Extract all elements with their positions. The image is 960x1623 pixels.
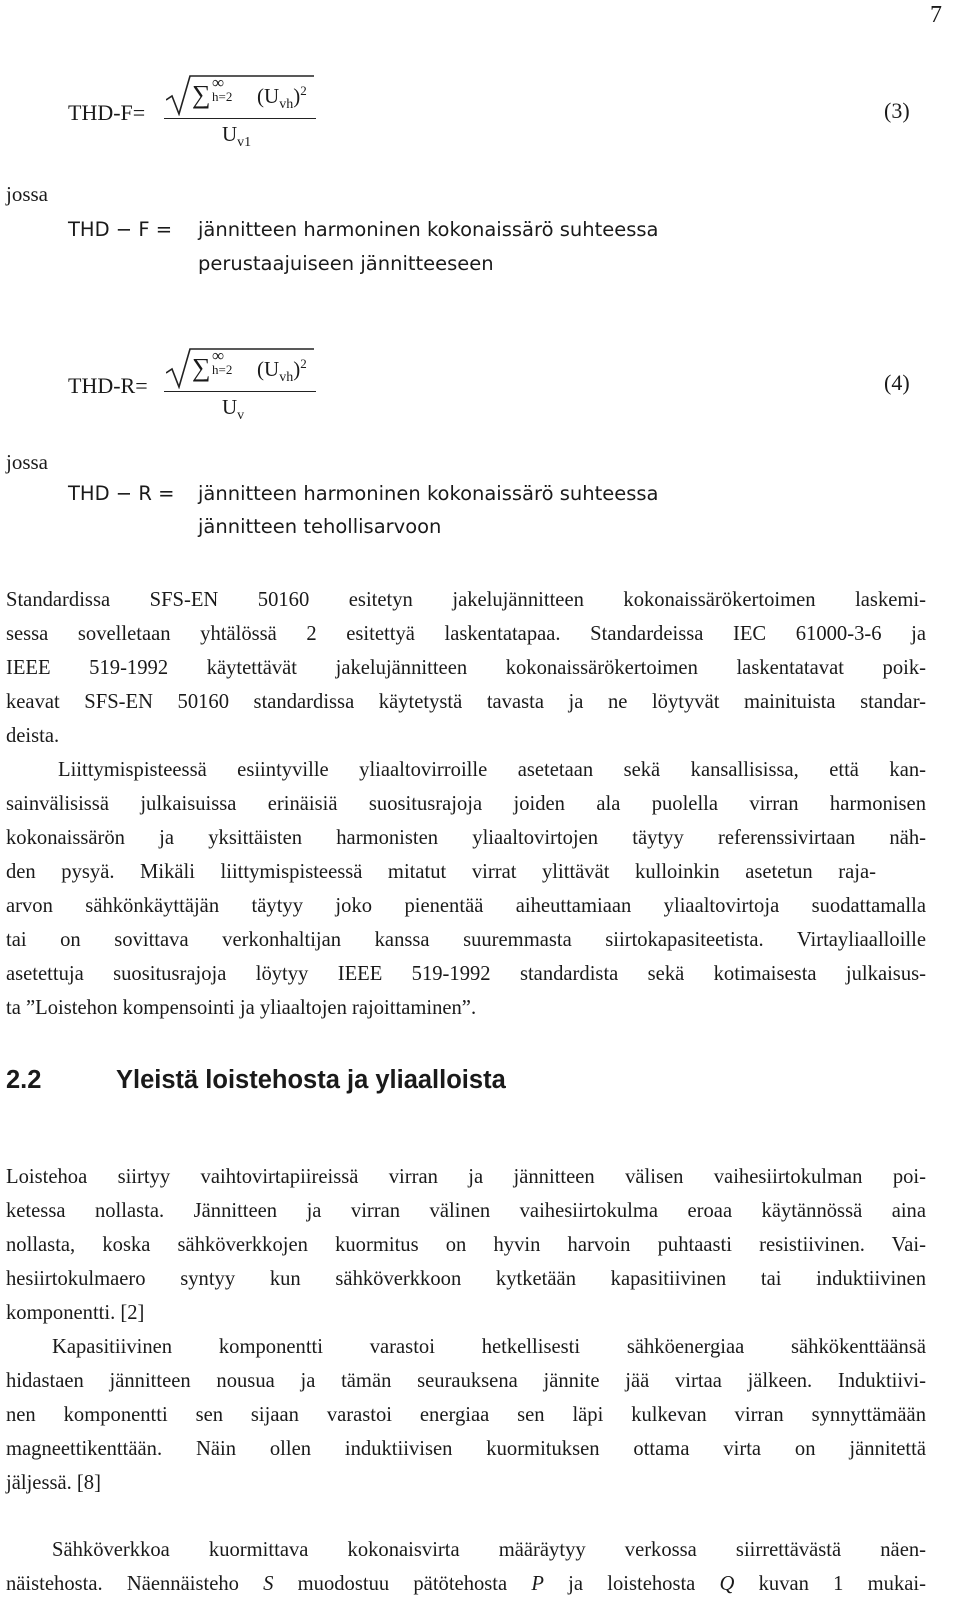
paragraph-line: jäljessä. [8] [6,1472,101,1494]
paragraph-line: kokonaissärön ja yksittäisten harmonisten yliaaltovirtojen täytyy referenssivirtaan näh- [6,827,926,849]
where-label: jossa [6,450,48,474]
variable-p: P [531,1573,544,1595]
paragraph-line: arvon sähkönkäyttäjän täytyy joko pienentää aiheuttamiaan yliaaltovirtoja suodattamalla [6,895,926,917]
definition-thd-r [68,482,659,505]
equation-number: (3) [884,98,910,123]
paragraph-line: ketessa nollasta. Jännitteen ja virran välinen vaihesiirtokulma eroaa käytännössä aina [6,1200,926,1222]
paragraph-line: den pysyä. Mikäli liittymispisteessä mitatut virrat ylittävät kulloinkin asetetun raja- [6,861,876,883]
equation-lhs: THD-F= [68,100,146,125]
equation-lhs: THD-R= [68,373,148,398]
paragraph [6,1160,926,1330]
page-number: 7 [930,2,942,28]
paragraph-line: ta ”Loistehon kompensointi ja yliaaltojen rajoittaminen”. [6,997,477,1019]
paragraph [6,583,926,753]
fraction-numerator: ∑ ∞ h=2 $(U_{vh})^2$ [192,346,307,386]
paragraph-line: magneettikenttään. Näin ollen induktiivisen kuormituksen ottama virta on jännitettä [6,1438,926,1460]
paragraph-line: keavat SFS-EN 50160 standardissa käytetystä tavasta ja ne löytyvät mainituista standar- [6,691,926,713]
paragraph-line: Kapasitiivinen komponentti varastoi hetkellisesti sähköenergiaa sähkökenttäänsä [52,1336,926,1358]
paragraph-line: Loistehoa siirtyy vaihtovirtapiireissä virran ja jännitteen välisen vaihesiirtokulman poi- [6,1166,926,1188]
paragraph-line: hesiirtokulmaero syntyy kun sähköverkkoon kytketään kapasitiivinen tai induktiivinen [6,1268,926,1290]
paragraph-line: tai on sovittava verkonhaltijan kanssa suuremmasta siirtokapasiteetista. Virtayliaalloille [6,929,926,951]
paragraph-line: näistehosta. Näennäisteho S muodostuu pätötehosta P ja loistehosta Q kuvan 1 mukai- [6,1573,926,1595]
paragraph [6,1330,926,1500]
definition-symbol: THD − R = [68,482,175,505]
where-label: jossa [6,182,48,206]
fraction-denominator: $U_v$ [222,395,245,424]
paragraph-line: Standardissa SFS-EN 50160 esitetyn jakelujännitteen kokonaissärökertoimen laskemi- [6,589,926,611]
paragraph-line: deista. [6,725,60,747]
equation-number: (4) [884,370,910,395]
fraction-bar [164,391,316,392]
variable-q: Q [719,1573,735,1595]
variable-s: S [263,1573,274,1595]
paragraph-line: nen komponentti sen sijaan varastoi energiaa sen läpi kulkevan virran synnyttämään [6,1404,926,1426]
definition-symbol: THD − F = [68,218,173,241]
paragraph-line: Liittymispisteessä esiintyville yliaaltovirroille asetetaan sekä kansallisissa, että kan- [58,759,926,781]
fraction-bar [164,118,316,119]
section-heading [6,1066,506,1095]
paragraph-line: asetettuja suositusrajoja löytyy IEEE 519-1992 standardista sekä kotimaisesta julkaisus- [6,963,926,985]
paragraph-line: hidastaen jännitteen nousua ja tämän seurauksena jännite jää virtaa jälkeen. Induktiivi- [6,1370,926,1392]
section-number: 2.2 [6,1066,42,1094]
definition-text: jännitteen harmoninen kokonaissärö suhteessa [198,218,659,241]
paragraph-line: sainvälisissä julkaisuissa erinäisiä suositusrajoja joiden ala puolella virran harmonisen [6,793,926,815]
paragraph-line: Sähköverkkoa kuormittava kokonaisvirta määräytyy verkossa siirrettävästä näen- [52,1539,926,1561]
definition-thd-f [68,218,659,241]
paragraph [6,1533,926,1601]
fraction-denominator: $U_{v1}$ [222,122,252,151]
paragraph [6,753,926,1025]
definition-text-continued: perustaajuiseen jännitteeseen [198,252,494,275]
paragraph-line: IEEE 519-1992 käytettävät jakelujännitteen kokonaissärökertoimen laskentatavat poik- [6,657,926,679]
paragraph-line: nollasta, koska sähköverkkojen kuormitus on hyvin harvoin puhtaasti resistiivinen. Vai- [6,1234,926,1256]
paragraph-line: sessa sovelletaan yhtälössä 2 esitettyä laskentatapaa. Standardeissa IEC 61000-3-6 ja [6,623,926,645]
section-title: Yleistä loistehosta ja yliaalloista [116,1066,506,1094]
definition-text: jännitteen harmoninen kokonaissärö suhteessa [198,482,659,505]
fraction-numerator: ∑ ∞ h=2 $(U_{vh})^2$ [192,73,307,113]
definition-text-continued: jännitteen tehollisarvoon [198,515,442,538]
paragraph-line: komponentti. [2] [6,1302,145,1324]
